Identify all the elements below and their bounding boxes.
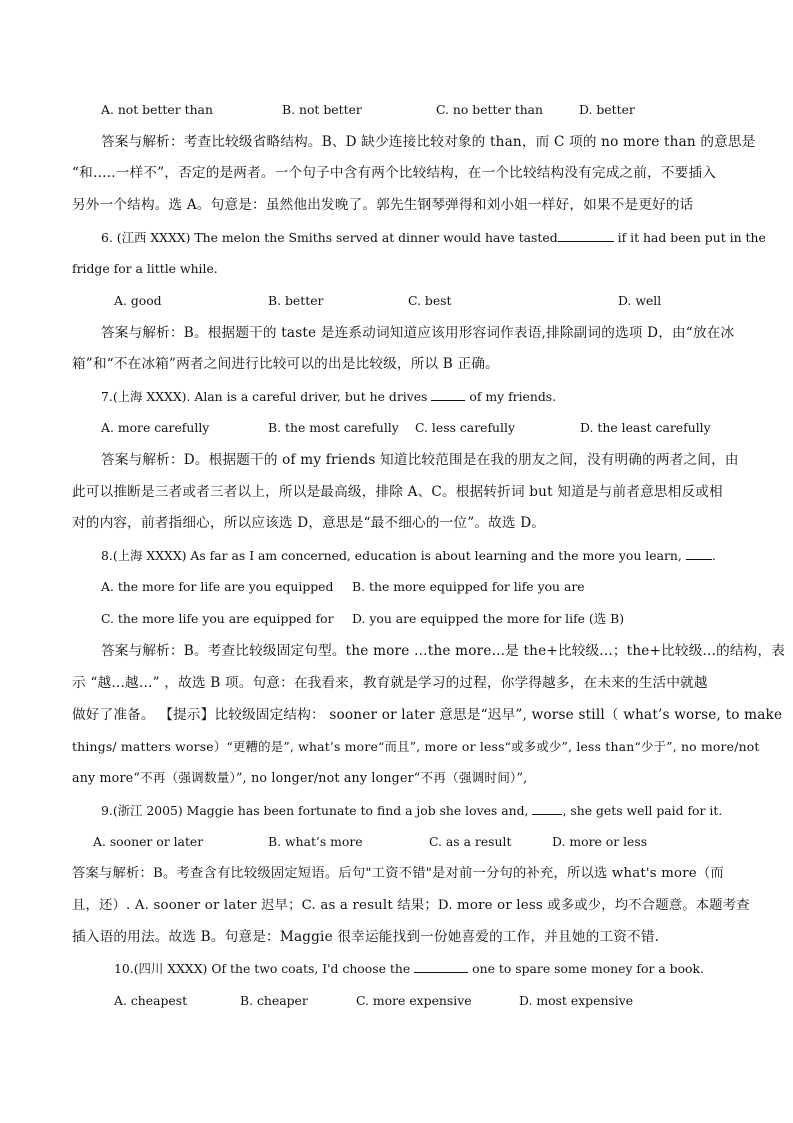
q8-stem-part-2: .	[711, 548, 716, 563]
q6-answer-blank	[558, 229, 614, 242]
q8-answer-blank	[686, 547, 712, 560]
q6-option-d: D. well	[618, 293, 662, 308]
q9-option-c: C. as a result	[429, 834, 512, 849]
q8-option-d: D. you are equipped the more for life (选 B)	[352, 611, 625, 626]
q8-stem-part-1: 8.(上海 XXXX) As far as I am concerned, education is about learning and the more you learn,	[101, 548, 682, 563]
q10-option-b: B. cheaper	[240, 993, 308, 1008]
q6-stem-part-2: if it had been put in the	[617, 230, 766, 245]
q9-analysis-line-3: 插入语的用法。故选 B。句意是：Maggie 很幸运能找到一份她喜爱的工作，并且她的工资不错.	[72, 929, 660, 945]
q9-stem	[101, 802, 722, 820]
q5-option-a: A. not better than	[101, 102, 213, 117]
q6-stem-part-1: 6. (江西 XXXX) The melon the Smiths served at dinner would have tasted	[101, 230, 558, 245]
q7-stem-part-2: of my friends.	[469, 389, 557, 404]
q9-answer-blank	[532, 802, 562, 815]
q9-analysis-line-2: 且，还）. A. sooner or later 迟早；C. as a result 结果；D. more or less 或多或少，均不合题意。本题考查	[72, 898, 750, 913]
q6-analysis-line-2: 箱”和“不在冰箱”两者之间进行比较可以的出是比较级，所以 B 正确。	[72, 356, 499, 372]
q10-option-c: C. more expensive	[356, 993, 472, 1008]
q5-analysis-line-2: “和.….一样不”，否定的是两者。一个句子中含有两个比较结构，在一个比较结构没有完成之前，不要插入	[72, 165, 717, 181]
q8-analysis-line-4: things/ matters worse）“更糟的是”, what’s more“而且”, more or less“或多或少”, less than“少于”, no more/not	[72, 739, 760, 754]
q8-stem	[101, 547, 716, 565]
q6-option-a: A. good	[114, 293, 162, 308]
q9-stem-part-2: , she gets well paid for it.	[562, 803, 723, 818]
q8-option-c: C. the more life you are equipped for	[101, 611, 334, 626]
q6-analysis-line-1: 答案与解析：B。根据题干的 taste 是连系动词知道应该用形容词作表语,排除副词的选项 D，由“放在冰	[101, 325, 735, 341]
q9-option-b: B. what’s more	[268, 834, 363, 849]
q5-analysis-line-1: 答案与解析：考查比较级省略结构。B、D 缺少连接比较对象的 than，而 C 项的 no more than 的意思是	[101, 134, 756, 150]
q7-answer-blank	[431, 388, 465, 401]
q6-option-b: B. better	[268, 293, 324, 308]
q9-analysis-line-1: 答案与解析：B。考查含有比较级固定短语。后句"工资不错"是对前一分句的补充，所以选 what's more（而	[72, 866, 724, 881]
q9-option-a: A. sooner or later	[93, 834, 204, 849]
q10-option-a: A. cheapest	[114, 993, 188, 1008]
q8-analysis-line-3: 做好了准备。 【提示】比较级固定结构： sooner or later 意思是“迟早”, worse still（ what’s worse, to make	[72, 707, 783, 723]
q10-option-d: D. most expensive	[519, 993, 634, 1008]
q6-stem-line-1	[101, 229, 766, 247]
q10-answer-blank	[414, 960, 468, 973]
q5-analysis-line-3: 另外一个结构。选 A。句意是：虽然他出发晚了。郭先生钢琴弹得和刘小姐一样好，如果不是更好的话	[72, 197, 694, 213]
q10-stem-part-1: 10.(四川 XXXX) Of the two coats, I'd choose the	[114, 961, 411, 976]
q9-stem-part-1: 9.(浙江 2005) Maggie has been fortunate to find a job she loves and,	[101, 803, 529, 818]
q9-option-d: D. more or less	[552, 834, 648, 849]
q6-stem-line-2: fridge for a little while.	[72, 261, 218, 276]
q5-option-b: B. not better	[282, 102, 362, 117]
q10-stem	[114, 960, 704, 978]
q8-option-b: B. the more equipped for life you are	[352, 579, 585, 594]
q7-analysis-line-2: 此可以推断是三者或者三者以上，所以是最高级，排除 A、C。根据转折词 but 知道是与前者意思相反或相	[72, 484, 723, 500]
q7-option-b: B. the most carefully	[268, 420, 399, 435]
q5-option-d: D. better	[579, 102, 635, 117]
q7-stem	[101, 388, 556, 406]
q7-option-c: C. less carefully	[415, 420, 515, 435]
q7-option-a: A. more carefully	[101, 420, 210, 435]
q8-analysis-line-5: any more“不再（强调数量）”, no longer/not any longer“不再（强调时间）”,	[72, 770, 528, 785]
q8-analysis-line-1: 答案与解析：B。考查比较级固定句型。the more …the more...是 the+比较级...；the+比较级...的结构，表	[101, 643, 786, 659]
q6-option-c: C. best	[408, 293, 452, 308]
q7-analysis-line-1: 答案与解析：D。根据题干的 of my friends 知道比较范围是在我的朋友之间，没有明确的两者之间，由	[101, 452, 739, 468]
q7-option-d: D. the least carefully	[580, 420, 711, 435]
q5-option-c: C. no better than	[436, 102, 544, 117]
q10-stem-part-2: one to spare some money for a book.	[472, 961, 704, 976]
q8-analysis-line-2: 示 “越…越…” ，故选 B 项。句意：在我看来，教育就是学习的过程，你学得越多，在未来的生活中就越	[72, 675, 708, 691]
q8-option-a: A. the more for life are you equipped	[101, 579, 334, 594]
q7-stem-part-1: 7.(上海 XXXX). Alan is a careful driver, but he drives	[101, 389, 428, 404]
q7-analysis-line-3: 对的内容，前者指细心，所以应该选 D，意思是“最不细心的一位”。故选 D。	[72, 515, 546, 531]
